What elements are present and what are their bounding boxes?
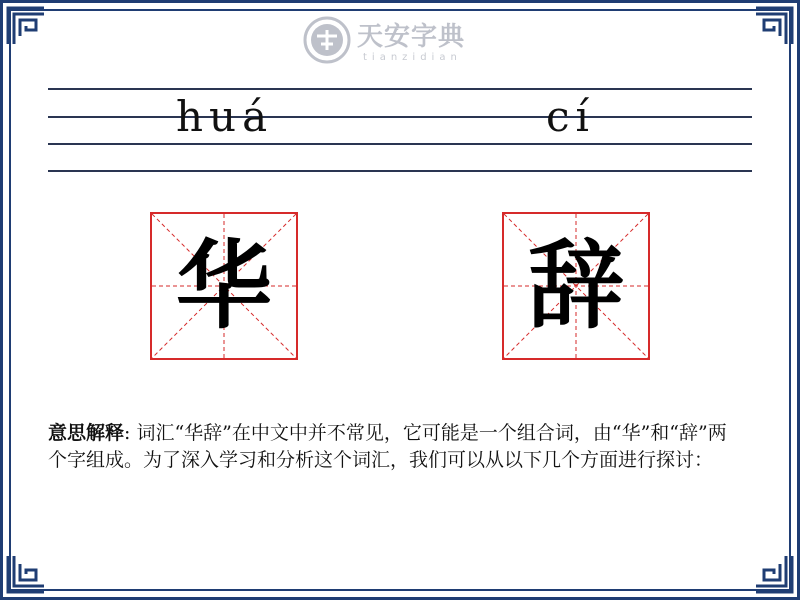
corner-ornament-icon xyxy=(754,6,794,46)
ruled-line xyxy=(48,88,752,90)
explanation-paragraph xyxy=(48,420,738,474)
character-grid-hua xyxy=(150,212,298,360)
pinyin-ci: cí xyxy=(546,92,595,141)
corner-ornament-icon xyxy=(6,6,46,46)
corner-ornament-icon xyxy=(6,554,46,594)
corner-ornament-icon xyxy=(754,554,794,594)
ruled-line xyxy=(48,143,752,145)
seal-logo-icon xyxy=(303,16,351,64)
site-logo xyxy=(303,14,503,70)
explanation-text: : 词汇“华辞”在中文中并不常见，它可能是一个组合词，由“华”和“辞”两个字组成。为了深入学习和分析这个词汇，我们可以从以下几个方面进行探讨： xyxy=(48,422,727,471)
character-hua: 华 xyxy=(176,230,272,342)
pinyin-ruled-lines xyxy=(48,88,752,172)
character-grid-ci xyxy=(502,212,650,360)
logo-title: 天安字典 xyxy=(357,22,466,52)
ruled-line xyxy=(48,116,752,118)
character-ci: 辞 xyxy=(528,230,624,342)
pinyin-hua: huá xyxy=(176,92,274,141)
explanation-label: 意思解释 xyxy=(48,422,125,444)
ruled-line xyxy=(48,170,752,172)
logo-subtitle: tianzidian xyxy=(363,52,462,63)
